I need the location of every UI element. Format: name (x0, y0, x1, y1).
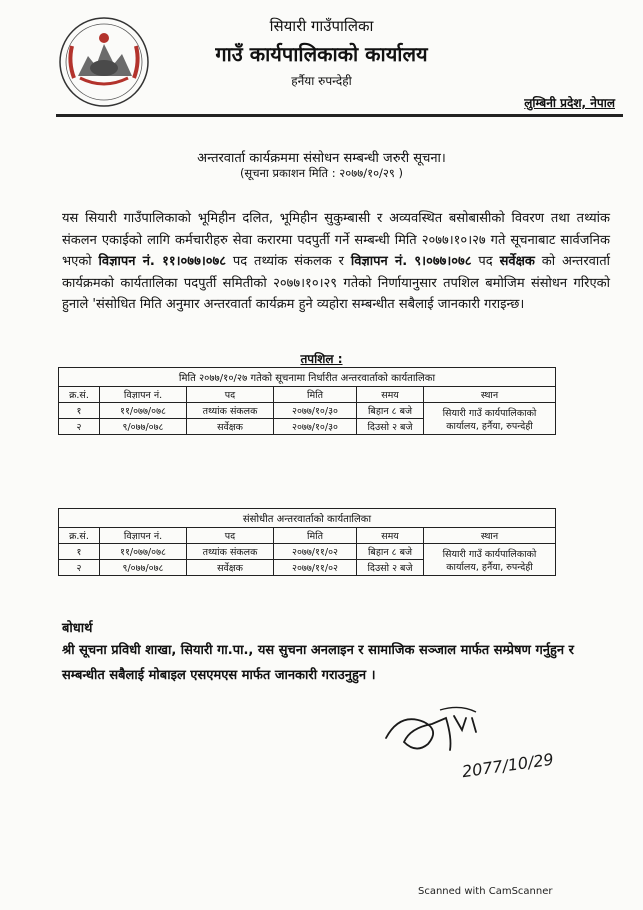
body-text-part: यस सियारी गाउँपालिकाको भूमिहीन दलित, भूमिहीन सुकुम्बासी र अव्यवस्थित बसोबासीको विवरण तथा तथ्यांक संकलन एकाईको लागि कर्मचारीहरु सेवा करारमा पदपुर्ती गर्ने सम्बन्धी मिति २०७७।१०।२७ गते सूचनाबाट सार्वजनिक भएको (62, 211, 610, 269)
table-cell: २०७७/१०/३० (274, 419, 357, 435)
revised-schedule-table (58, 508, 556, 576)
table-cell: दिउसो २ बजे (357, 560, 424, 576)
column-header: समय (357, 387, 424, 403)
column-header: पद (187, 528, 274, 544)
location-cell: सियारी गाउँ कार्यपालिकाको कार्यालय, हर्नैया, रुपन्देही (424, 544, 556, 576)
table-header-row (59, 387, 556, 403)
table-cell: ९/०७७/०७८ (100, 560, 187, 576)
column-header: मिति (274, 528, 357, 544)
location-cell: सियारी गाउँ कार्यपालिकाको कार्यालय, हर्नैया, रुपन्देही (424, 403, 556, 435)
table-cell: १ (59, 544, 100, 560)
column-header: पद (187, 387, 274, 403)
column-header: समय (357, 528, 424, 544)
table-header-row (59, 528, 556, 544)
body-text-part: पद (471, 254, 500, 269)
table-cell: सर्वेक्षक (187, 419, 274, 435)
original-schedule-table (58, 367, 556, 435)
table-cell: २०७७/११/०२ (274, 560, 357, 576)
table-cell: तथ्यांक संकलक (187, 403, 274, 419)
publication-date: (सूचना प्रकाशन मिति : २०७७/१०/२९ ) (239, 166, 404, 180)
notice-subject: अन्तरवार्ता कार्यक्रममा संसोधन सम्बन्धी जरुरी सूचना। (197, 151, 446, 166)
table-caption: संसोधीत अन्तरवार्ताको कार्यतालिका (59, 509, 556, 528)
advert-number-2: विज्ञापन नं. ९।०७७।०७८ (350, 254, 472, 269)
advert-number-1: विज्ञापन नं. ११।०७७।०७८ (98, 254, 227, 269)
office-address: हर्नैया रुपन्देही (291, 74, 352, 88)
table-caption: मिति २०७७/१०/२७ गतेको सूचनामा निर्धारीत अन्तरवार्ताको कार्यतालिका (59, 368, 556, 387)
column-header: क्र.सं. (59, 528, 100, 544)
table-cell: ११/०७७/०७८ (100, 544, 187, 560)
scanner-watermark: Scanned with CamScanner (418, 886, 553, 897)
table-row (59, 544, 556, 560)
column-header: मिति (274, 387, 357, 403)
body-text-part: पद तथ्यांक संकलक र (226, 254, 351, 269)
table-cell: २ (59, 560, 100, 576)
column-header: स्थान (424, 387, 556, 403)
table-cell: बिहान ८ बजे (357, 544, 424, 560)
notice-body (62, 208, 610, 316)
table-cell: दिउसो २ बजे (357, 419, 424, 435)
table-cell: २०७७/१०/३० (274, 403, 357, 419)
province-label: लुम्बिनी प्रदेश, नेपाल (524, 96, 615, 110)
table-cell: सर्वेक्षक (187, 560, 274, 576)
cc-label: बोधार्थ (62, 621, 93, 636)
signature-date: 2077/10/29 (460, 749, 555, 782)
table-cell: ९/०७७/०७८ (100, 419, 187, 435)
column-header: विज्ञापन नं. (100, 387, 187, 403)
table-cell: २०७७/११/०२ (274, 544, 357, 560)
table-cell: ११/०७७/०७८ (100, 403, 187, 419)
column-header: विज्ञापन नं. (100, 528, 187, 544)
table-row (59, 403, 556, 419)
cc-text: श्री सूचना प्रविधी शाखा, सियारी गा.पा., यस सुचना अनलाइन र सामाजिक सञ्जाल मार्फत सम्प्रेषण गर्नुहुन र सम्बन्धीत सबैलाई मोबाइल एसएमएस मार्फत जानकारी गराउनुहुन । (62, 643, 574, 683)
table-cell: बिहान ८ बजे (357, 403, 424, 419)
table-cell: १ (59, 403, 100, 419)
handwritten-signature (380, 698, 570, 788)
column-header: क्र.सं. (59, 387, 100, 403)
table-cell: २ (59, 419, 100, 435)
body-text-part: को अन्तरवार्ता कार्यक्रमको कार्यतालिका पदपुर्ती समितीको २०७७।१०।२९ गतेको निर्णायानुसार तपशिल बमोजिम संसोधन गरिएको हुनाले 'संसोधित मिति अनुमार अन्तरवार्ता कार्यक्रम हुने व्यहोरा सम्बन्धीत सबैलाई जानकारी गराइन्छ। (62, 254, 611, 312)
details-label: तपशिल : (300, 352, 343, 366)
post-surveyor: सर्वेक्षक (499, 254, 535, 269)
office-title: गाउँ कार्यपालिकाको कार्यालय (215, 42, 428, 66)
table-cell: तथ्यांक संकलक (187, 544, 274, 560)
header-divider (56, 114, 623, 117)
column-header: स्थान (424, 528, 556, 544)
municipality-name: सियारी गाउँपालिका (269, 17, 374, 35)
